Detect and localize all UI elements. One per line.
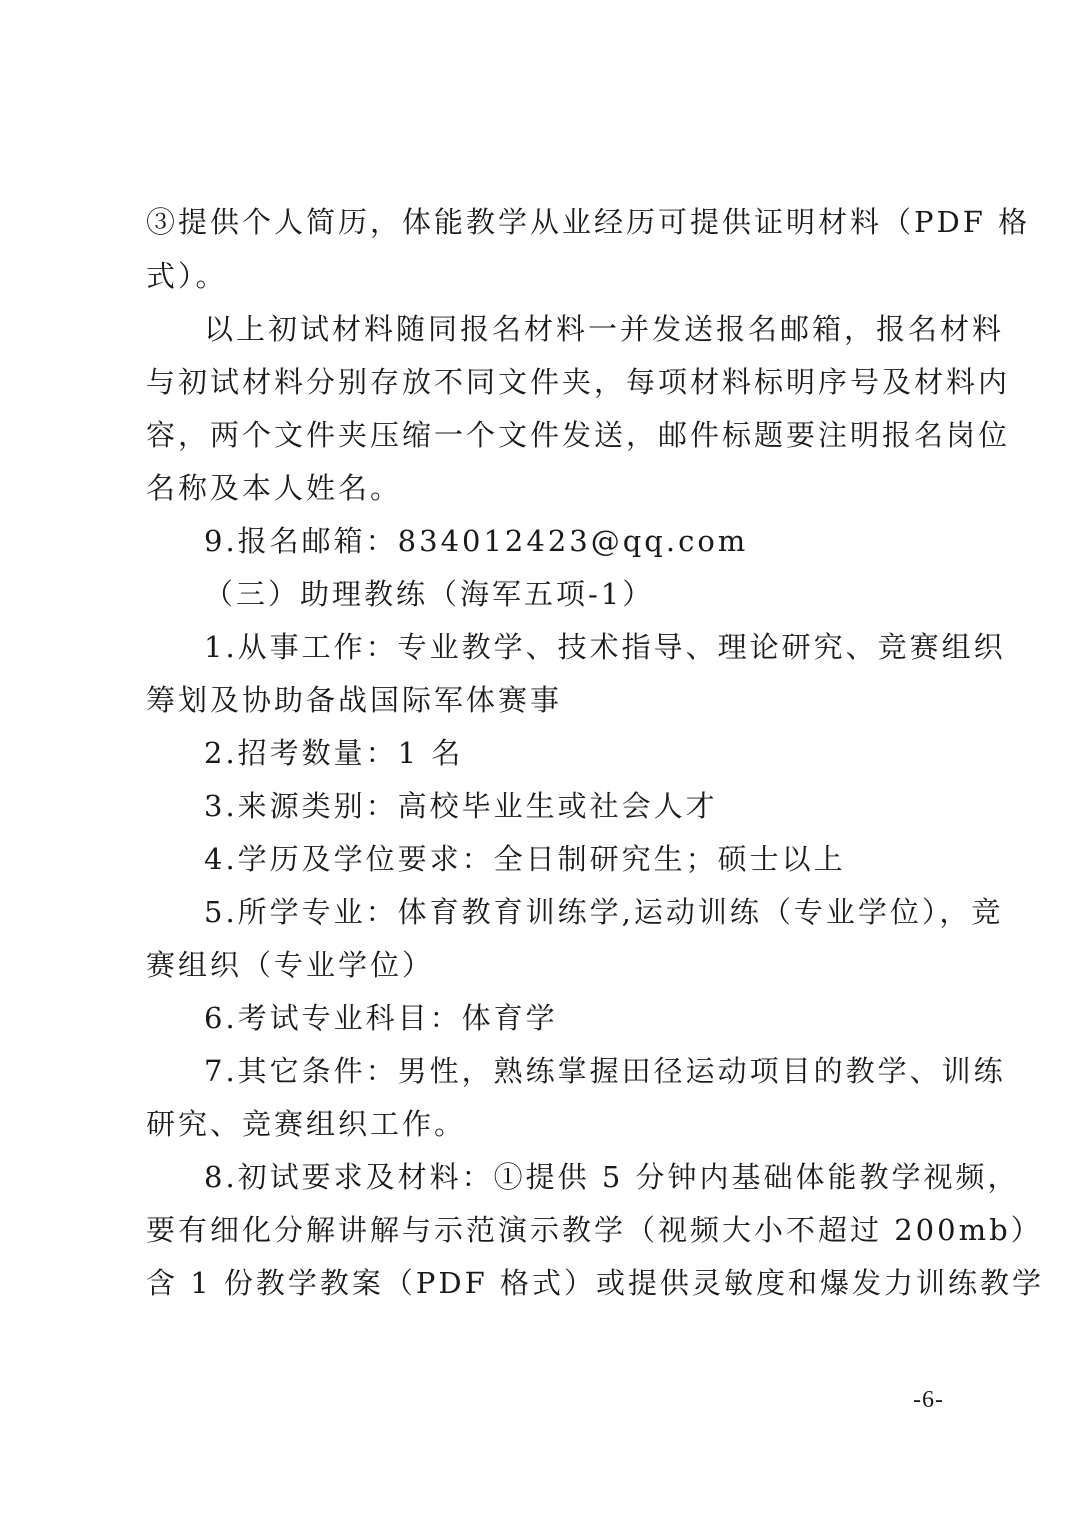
paragraph-line: 含 1 份教学教案（PDF 格式）或提供灵敏度和爆发力训练教学 — [146, 1266, 1044, 1300]
paragraph-line: 3.来源类别：高校毕业生或社会人才 — [204, 789, 718, 823]
paragraph-line: 要有细化分解讲解与示范演示教学（视频大小不超过 200mb） — [146, 1213, 1043, 1247]
paragraph-line: 7.其它条件：男性，熟练掌握田径运动项目的教学、训练 — [204, 1054, 1006, 1088]
paragraph-line: 名称及本人姓名。 — [146, 471, 403, 505]
paragraph-line: 6.考试专业科目：体育学 — [204, 1001, 558, 1035]
paragraph-line: 式）。 — [146, 259, 228, 293]
paragraph-line: 以上初试材料随同报名材料一并发送报名邮箱，报名材料 — [204, 312, 1005, 346]
paragraph-line: 容，两个文件夹压缩一个文件发送，邮件标题要注明报名岗位 — [146, 418, 1011, 452]
paragraph-line: 2.招考数量：1 名 — [204, 736, 464, 770]
section-heading: （三）助理教练（海军五项-1） — [204, 577, 655, 611]
paragraph-line: 赛组织（专业学位） — [146, 948, 435, 982]
paragraph-line: 与初试材料分别存放不同文件夹，每项材料标明序号及材料内 — [146, 365, 1011, 399]
paragraph-line: 5.所学专业：体育教育训练学,运动训练（专业学位），竞 — [204, 895, 1004, 929]
paragraph-line: 筹划及协助备战国际军体赛事 — [146, 683, 563, 717]
paragraph-line: 研究、竞赛组织工作。 — [146, 1107, 467, 1141]
paragraph-line: 8.初试要求及材料：①提供 5 分钟内基础体能教学视频， — [204, 1160, 1020, 1194]
paragraph-line: 1.从事工作：专业教学、技术指导、理论研究、竞赛组织 — [204, 630, 1006, 664]
paragraph-line: 4.学历及学位要求：全日制研究生；硕士以上 — [204, 842, 846, 876]
page-number: -6- — [913, 1387, 944, 1413]
email-line: 9.报名邮箱：834012423@qq.com — [204, 524, 749, 558]
paragraph-line: ③提供个人简历，体能教学从业经历可提供证明材料（PDF 格 — [146, 205, 1031, 239]
